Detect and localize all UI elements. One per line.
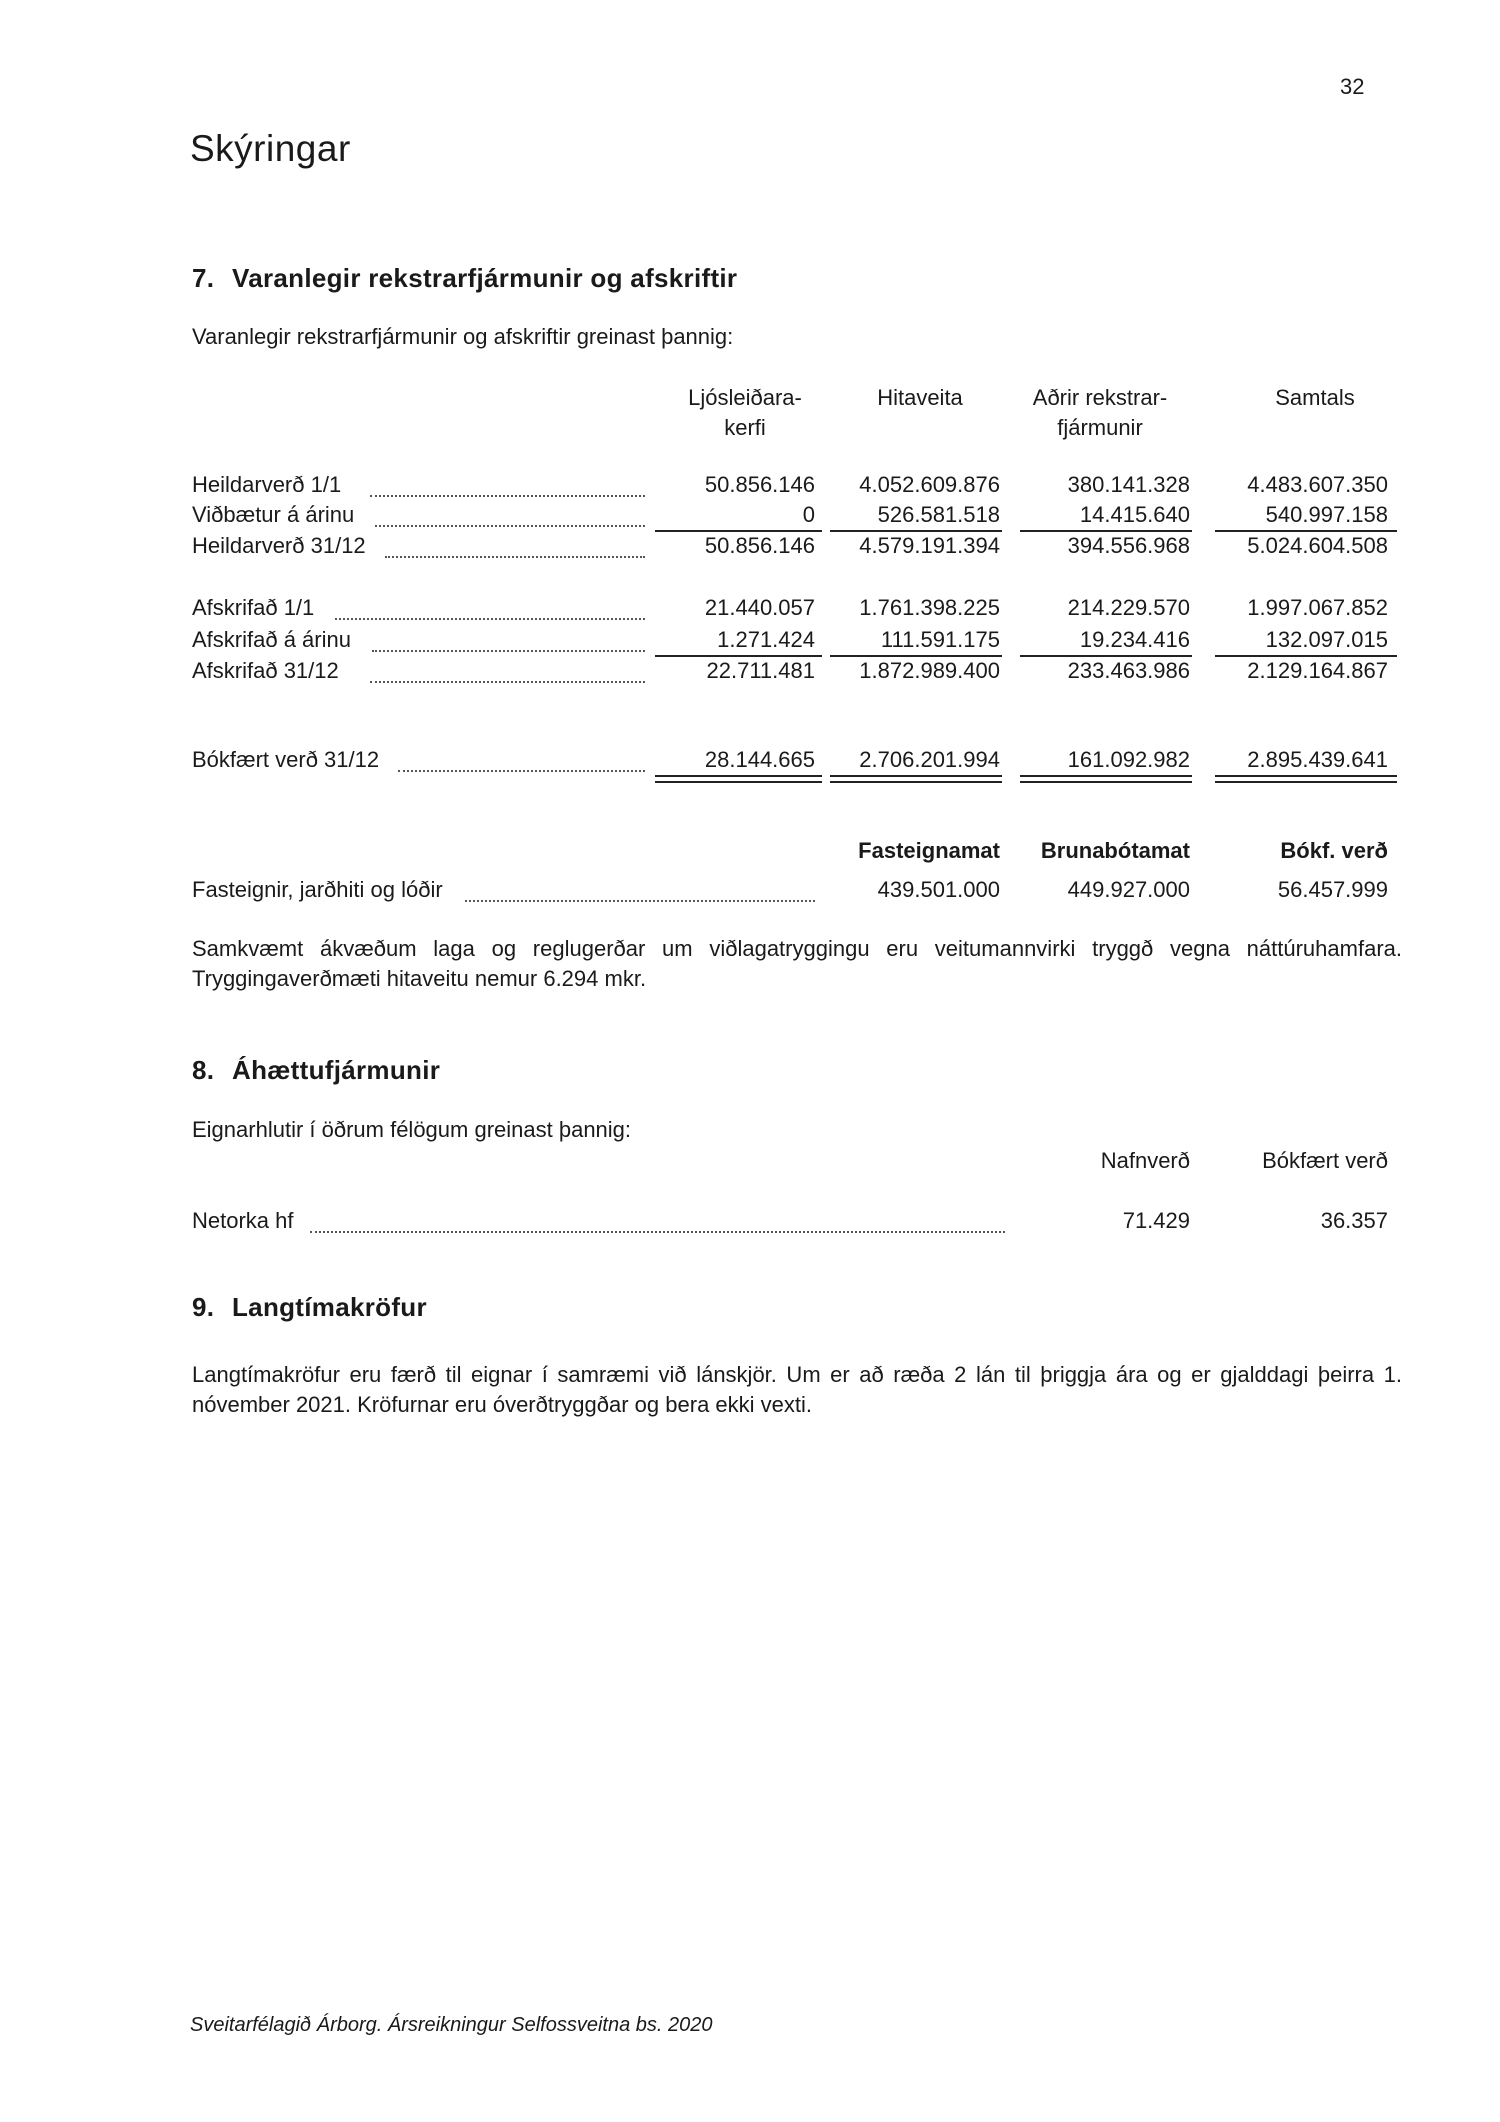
page-number: 32: [1340, 74, 1365, 99]
total-rule: [830, 781, 1002, 783]
table-row-label: Bókfært verð 31/12: [192, 747, 380, 772]
dot-leader: [370, 681, 645, 683]
dot-leader: [375, 525, 645, 527]
subtotal-rule: [1020, 655, 1192, 657]
table-cell: 4.483.607.350: [1247, 472, 1388, 497]
table-cell: 161.092.982: [1067, 747, 1190, 772]
section-8-title: Áhættufjármunir: [232, 1055, 441, 1085]
dot-leader: [465, 900, 815, 902]
table-cell: 2.706.201.994: [859, 747, 1000, 772]
subtotal-rule: [1020, 530, 1192, 532]
page-footer: Sveitarfélagið Árborg. Ársreikningur Selfossveitna bs. 2020: [190, 2014, 713, 2036]
table-cell: 19.234.416: [1079, 627, 1190, 652]
subtotal-rule: [830, 530, 1002, 532]
table-cell: 21.440.057: [704, 595, 815, 620]
dot-leader: [310, 1231, 1005, 1233]
table-cell: 1.997.067.852: [1247, 595, 1388, 620]
table-cell: 56.457.999: [1277, 877, 1388, 902]
section-8-heading: [192, 1055, 440, 1086]
section-7-intro: Varanlegir rekstrarfjármunir og afskriftir greinast þannig:: [192, 324, 734, 349]
table-cell: 449.927.000: [1067, 877, 1190, 902]
property-header-fire-insurance: Brunabótamat: [1040, 838, 1190, 863]
table-cell: 540.997.158: [1265, 502, 1388, 527]
table-cell: 71.429: [1122, 1208, 1190, 1233]
total-rule: [1020, 775, 1192, 777]
table-cell: 50.856.146: [704, 533, 815, 558]
table-cell: 380.141.328: [1067, 472, 1190, 497]
section-9-title: Langtímakröfur: [232, 1292, 427, 1322]
dot-leader: [370, 495, 645, 497]
section-8-intro: Eignarhlutir í öðrum félögum greinast þannig:: [192, 1117, 632, 1142]
section-9-number: 9.: [192, 1292, 215, 1322]
page-title: Skýringar: [190, 128, 351, 169]
table-cell: 214.229.570: [1067, 595, 1190, 620]
table-cell: 111.591.175: [880, 627, 1000, 652]
table-cell: 14.415.640: [1079, 502, 1190, 527]
dot-leader: [398, 770, 645, 772]
subtotal-rule: [1215, 530, 1397, 532]
subtotal-rule: [655, 655, 822, 657]
table-cell: 36.357: [1320, 1208, 1388, 1233]
section-7-heading: [192, 263, 737, 294]
column-header-book-value: Bókfært verð: [1262, 1148, 1388, 1173]
section-8-number: 8.: [192, 1055, 215, 1085]
column-header-total: Samtals: [1275, 385, 1355, 410]
table-row-label: Viðbætur á árinu: [192, 502, 355, 527]
subtotal-rule: [830, 655, 1002, 657]
column-header-nominal: Nafnverð: [1100, 1148, 1190, 1173]
table-row-label: Netorka hf: [192, 1208, 294, 1233]
table-row-label: Afskrifað 31/12: [192, 658, 339, 683]
column-header-other-assets: Aðrir rekstrar- fjármunir: [1032, 385, 1168, 440]
table-cell: 22.711.481: [706, 658, 815, 683]
subtotal-rule: [655, 530, 822, 532]
table-cell: 439.501.000: [877, 877, 1000, 902]
total-rule: [1215, 775, 1397, 777]
total-rule: [655, 775, 822, 777]
table-cell: 526.581.518: [877, 502, 1000, 527]
table-cell: 0: [802, 502, 815, 527]
total-rule: [1020, 781, 1192, 783]
table-cell: 233.463.986: [1067, 658, 1190, 683]
table-cell: 1.271.424: [717, 627, 815, 652]
column-header-fiber: Ljósleiðara- kerfi: [688, 385, 802, 440]
subtotal-rule: [1215, 655, 1397, 657]
total-rule: [655, 781, 822, 783]
table-cell: 2.129.164.867: [1247, 658, 1388, 683]
column-header-heating: Hitaveita: [877, 385, 963, 410]
table-cell: 50.856.146: [704, 472, 815, 497]
property-header-book-value: Bókf. verð: [1280, 838, 1388, 863]
table-cell: 4.052.609.876: [859, 472, 1000, 497]
table-cell: 28.144.665: [704, 747, 815, 772]
total-rule: [830, 775, 1002, 777]
table-cell: 1.872.989.400: [859, 658, 1000, 683]
section-9-heading: [192, 1292, 427, 1323]
section-7-title: Varanlegir rekstrarfjármunir og afskriftir: [232, 263, 738, 293]
total-rule: [1215, 781, 1397, 783]
dot-leader: [335, 618, 645, 620]
table-cell: 4.579.191.394: [859, 533, 1000, 558]
property-header-assessment: Fasteignamat: [858, 838, 1000, 863]
table-cell: 5.024.604.508: [1247, 533, 1388, 558]
table-cell: 394.556.968: [1067, 533, 1190, 558]
table-row-label: Afskrifað á árinu: [192, 627, 351, 652]
table-row-label: Afskrifað 1/1: [192, 595, 315, 620]
table-cell: 2.895.439.641: [1247, 747, 1388, 772]
section-7-number: 7.: [192, 263, 215, 293]
table-row-label: Heildarverð 31/12: [192, 533, 366, 558]
table-cell: 132.097.015: [1265, 627, 1388, 652]
dot-leader: [385, 556, 645, 558]
section-9-text: Langtímakröfur eru færð til eignar í samræmi við lánskjör. Um er að ræða 2 lán til þriggja ára og er gjalddagi þeirra 1. nóvember 2021. Kröfurnar eru óverðtryggðar og bera ekki vexti.: [192, 1362, 1402, 1417]
table-row-label: Heildarverð 1/1: [192, 472, 342, 497]
property-row-label: Fasteignir, jarðhiti og lóðir: [192, 877, 443, 902]
insurance-note: Samkvæmt ákvæðum laga og reglugerðar um viðlagatryggingu eru veitumannvirki tryggð vegna náttúruhamfara. Tryggingaverðmæti hitaveitu nemur 6.294 mkr.: [192, 936, 1402, 991]
table-cell: 1.761.398.225: [859, 595, 1000, 620]
dot-leader: [372, 650, 645, 652]
